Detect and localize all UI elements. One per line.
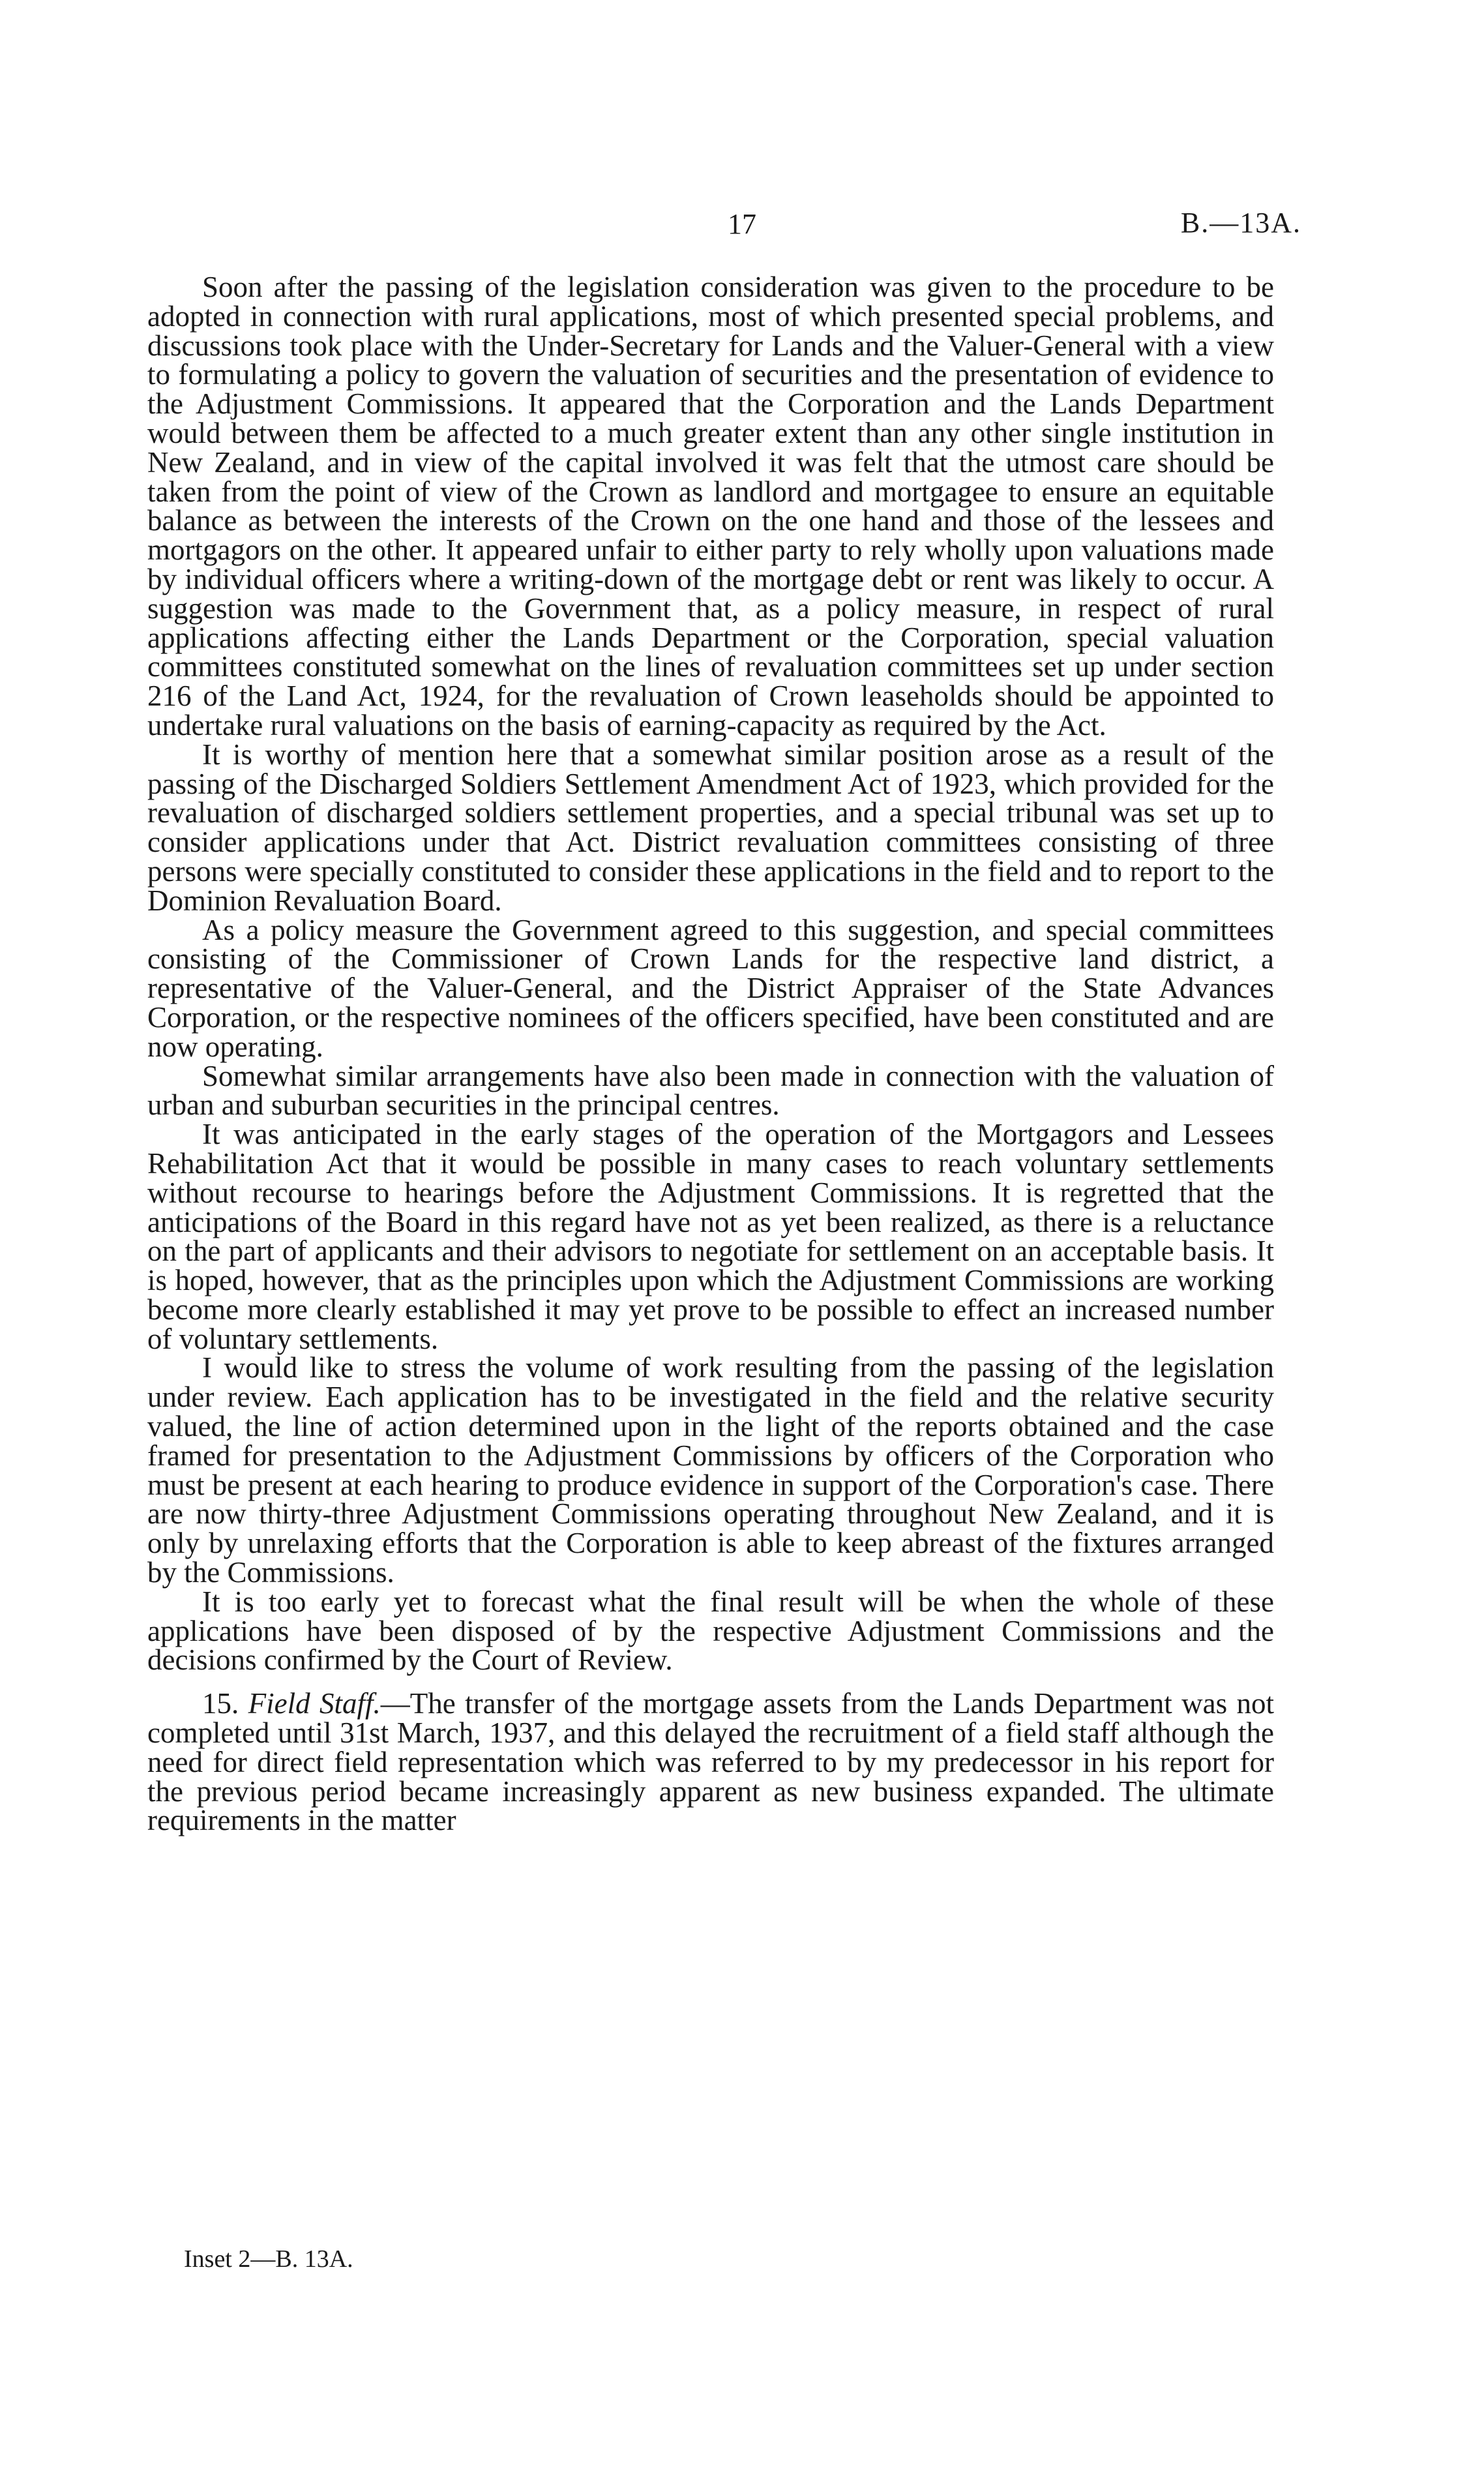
paragraph-voluntary-settlements: It was anticipated in the early stages of the operation of the Mortgagors and Lessees Rehabilitation Act that it would be possible in many cases to reach voluntary settlements without recourse to hearings before the Adjustment Commissions. It is regretted that the anticipations of the Board in this regard have not as yet been realized, as there is a reluctance on the part of applicants and their advisors to negotiate for settlement on an acceptable basis. It is hoped, however, that as the principles upon which the Adjustment Commissions are working become more clearly established it may yet prove to be possible to effect an increased number of voluntary settlements. [147, 1118, 1274, 1355]
paragraph-valuation-committees: Soon after the passing of the legislation consideration was given to the procedure to be adopted in connection with rural applications, most of which presented special problems, and discussions took place with the Under-Secretary for Lands and the Valuer-General with a view to formulating a policy to govern the valuation of securities and the presentation of evidence to the Adjustment Commissions. It appeared that the Corporation and the Lands Department would between them be affected to a much greater extent than any other single institution in New Zealand, and in view of the capital involved it was felt that the utmost care should be taken from the point of view of the Crown as landlord and mortgagee to ensure an equitable balance as between the interests of the Crown on the one hand and those of the lessees and mortgagors on the other. It appeared unfair to either party to rely wholly upon valuations made by individual officers where a writing-down of the mortgage debt or rent was likely to occur. A suggestion was made to the Government that, as a policy measure, in respect of rural applications affecting either the Lands Department or the Corporation, special valuation committees constituted somewhat on the lines of revaluation committees set up under section 216 of the Land Act, 1924, for the revaluation of Crown leaseholds should be appointed to undertake rural valuations on the basis of earning-capacity as required by the Act. [147, 271, 1274, 741]
body-text [147, 273, 1274, 1835]
paragraph-discharged-soldiers: It is worthy of mention here that a somewhat similar position arose as a result of the passing of the Discharged Soldiers Settlement Amendment Act of 1923, which provided for the revaluation of discharged soldiers settlement properties, and a special tribunal was set up to consider applications under that Act. District revaluation committees consisting of three persons were specially constituted to consider these applications in the field and to report to the Dominion Revaluation Board. [147, 738, 1274, 917]
paragraph-final-result: It is too early yet to forecast what the final result will be when the whole of these applications have been disposed of by the respective Adjustment Commissions and the decisions confirmed by the Court of Review. [147, 1585, 1274, 1677]
page-number: 17 [728, 208, 756, 240]
section-field-staff [147, 1689, 1274, 1835]
section-text: —The transfer of the mortgage assets from the Lands Department was not completed until 31st March, 1937, and this delayed the recruitment of a field staff although the need for direct field representation which was referred to by my predecessor in his report for the previous period became increasingly apparent as new business expanded. The ultimate requirements in the matter [147, 1687, 1275, 1837]
paragraph-policy-measure: As a policy measure the Government agreed to this suggestion, and special committees consisting of the Commissioner of Crown Lands for the respective land district, a representative of the Valuer-General, and the District Appraiser of the State Advances Corporation, or the respective nominees of the officers specified, have been constituted and are now operating. [147, 913, 1274, 1063]
paragraph-urban-securities: Somewhat similar arrangements have also been made in connection with the valuation of urban and suburban securities in the principal centres. [147, 1059, 1274, 1122]
section-title: Field Staff. [248, 1687, 381, 1720]
paragraph-volume-of-work: I would like to stress the volume of work resulting from the passing of the legislation under review. Each application has to be investigated in the field and the relative security valued, the line of action determined upon in the light of the reports obtained and the case framed for presentation to the Adjustment Commissions by officers of the Corporation who must be present at each hearing to produce evidence in support of the Corporation's case. There are now thirty-three Adjustment Commissions operating throughout New Zealand, and it is only by unrelaxing efforts that the Corporation is able to keep abreast of the fixtures arranged by the Commissions. [147, 1351, 1274, 1589]
document-reference: B.—13A. [1180, 207, 1301, 239]
section-number: 15. [202, 1687, 248, 1720]
footer-reference: Inset 2—B. 13A. [184, 2245, 353, 2273]
